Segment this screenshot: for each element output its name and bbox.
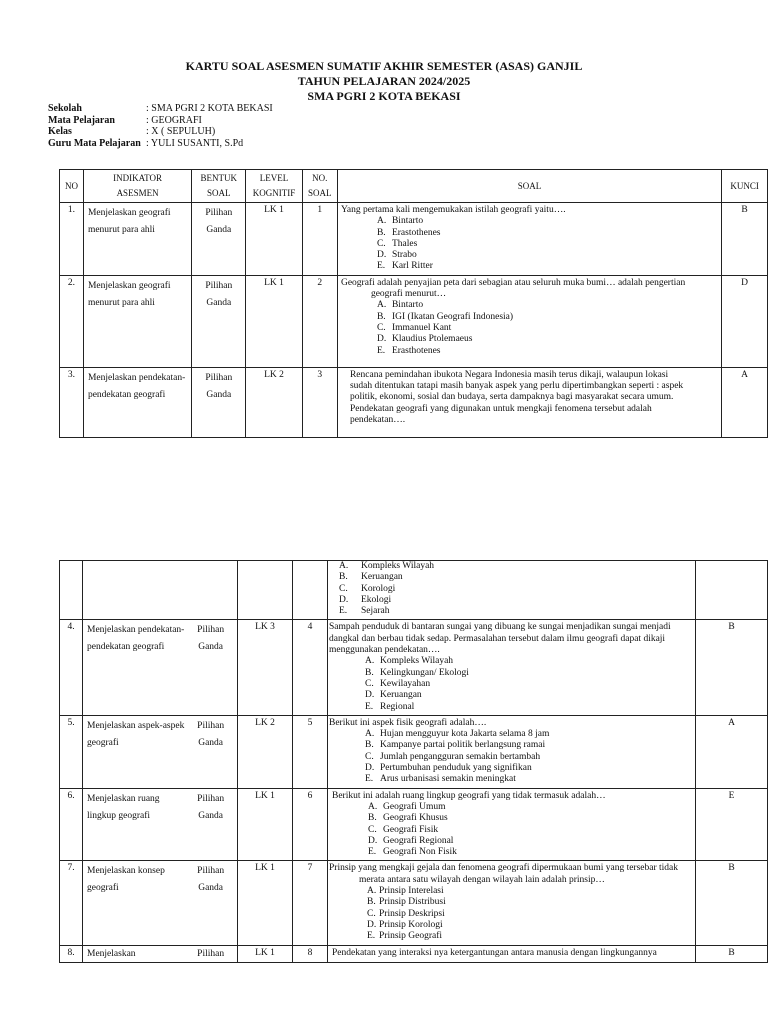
question-text: dangkal dan berbau tidak sedap. Permasalahan tersebut dalam ilmu geografi dapat dikaji bbox=[329, 633, 666, 644]
document-title: KARTU SOAL ASESMEN SUMATIF AKHIR SEMESTER (ASAS) GANJIL bbox=[185, 59, 583, 73]
meta-value: : YULI SUSANTI, S.Pd bbox=[146, 137, 244, 149]
option-e: E. Sejarah bbox=[339, 606, 390, 617]
question-text: geografi menurut… bbox=[370, 289, 447, 300]
row-kunci: B bbox=[696, 945, 768, 962]
row-no: 1. bbox=[60, 203, 84, 276]
meta-mapel bbox=[48, 115, 273, 127]
row-kunci: A bbox=[722, 367, 768, 437]
col-indikator: INDIKATOR ASESMEN bbox=[83, 170, 191, 203]
row-no: 3. bbox=[60, 367, 84, 437]
question-text: politik, ekonomi, sosial dan budaya, serta dampaknya bagi masyarakat secara umum. bbox=[349, 392, 674, 403]
row-no: 2. bbox=[60, 275, 84, 367]
identity-block bbox=[48, 103, 273, 149]
options-list bbox=[341, 300, 718, 356]
option-e: E. Geografi Non Fisik bbox=[368, 847, 457, 858]
table-header-row bbox=[60, 170, 768, 203]
question-text: Berikut ini aspek fisik geografi adalah…. bbox=[329, 717, 487, 728]
row-level: LK 3 bbox=[238, 620, 293, 715]
option-d: D. Ekologi bbox=[339, 594, 392, 605]
row-soal bbox=[337, 275, 721, 367]
row-kunci: A bbox=[696, 715, 768, 788]
option-a: A. Hujan mengguyur kota Jakarta selama 8 jam bbox=[365, 729, 550, 740]
question-text: sudah ditentukan tatapi masih banyak aspek yang perlu dipertimbangkan seperti : aspek bbox=[349, 381, 684, 392]
option-c: C. Kewilayahan bbox=[365, 678, 431, 689]
options-list bbox=[341, 216, 718, 272]
option-c: C. Geografi Fisik bbox=[368, 824, 439, 835]
question-card-table-continued bbox=[59, 560, 768, 963]
row-kunci bbox=[696, 561, 768, 620]
row-kunci: D bbox=[722, 275, 768, 367]
option-b: B. Kelingkungan/ Ekologi bbox=[365, 667, 469, 678]
question-text: Rencana pemindahan ibukota Negara Indonesia masih terus dikaji, walaupun lokasi bbox=[349, 369, 669, 380]
meta-label: Guru Mata Pelajaran bbox=[48, 137, 141, 149]
row-indikator: Menjelaskan ruang lingkup geografi Pilihan Ganda bbox=[83, 788, 238, 861]
question-text: Berikut ini adalah ruang lingkup geografi yang tidak termasuk adalah… bbox=[332, 790, 606, 801]
question-text: Pendekatan yang interaksi nya ketergantungan antara manusia dengan lingkungannya bbox=[332, 947, 657, 958]
option-b: B. Keruangan bbox=[339, 572, 403, 583]
meta-label: Kelas bbox=[48, 126, 72, 137]
options-list bbox=[331, 561, 692, 617]
option-c: C. Thales bbox=[376, 238, 418, 249]
row-indikator: Menjelaskan Pilihan bbox=[83, 945, 238, 962]
row-bentuk: Pilihan Ganda bbox=[192, 203, 246, 276]
row-no: 4. bbox=[60, 620, 83, 715]
row-level: LK 1 bbox=[238, 788, 293, 861]
option-b: B. Kampanye partai politik berlangsung ramai bbox=[365, 740, 546, 751]
option-d: D. Keruangan bbox=[365, 690, 422, 701]
meta-guru bbox=[48, 138, 273, 150]
question-text: Prinsip yang mengkaji gejala dan fenomena geografi dipermukaan bumi yang tersebar tidak bbox=[329, 863, 679, 874]
row-indikator: Menjelaskan geografi menurut para ahli bbox=[83, 203, 191, 276]
table-row bbox=[60, 275, 768, 367]
col-nosoal: NO. SOAL bbox=[302, 170, 337, 203]
row-kunci: B bbox=[722, 203, 768, 276]
option-b: B. Prinsip Distribusi bbox=[367, 897, 446, 908]
question-text: menggunakan pendekatan…. bbox=[329, 645, 440, 656]
options-list bbox=[329, 656, 692, 712]
row-level: LK 2 bbox=[246, 367, 302, 437]
row-kunci: B bbox=[696, 620, 768, 715]
table-row bbox=[60, 367, 768, 437]
row-nosoal bbox=[293, 561, 328, 620]
option-b: B. Geografi Khusus bbox=[368, 813, 448, 824]
option-a: A. Kompleks Wilayah bbox=[339, 561, 435, 571]
row-soal bbox=[328, 788, 696, 861]
question-text: pendekatan…. bbox=[349, 414, 406, 425]
table-row bbox=[60, 715, 768, 788]
row-no: 6. bbox=[60, 788, 83, 861]
col-kunci: KUNCI bbox=[722, 170, 768, 203]
row-bentuk: Pilihan Ganda bbox=[192, 367, 246, 437]
question-card-table bbox=[59, 169, 768, 438]
question-text: Yang pertama kali mengemukakan istilah geografi yaitu…. bbox=[340, 205, 566, 215]
row-indikator: Menjelaskan konsep geografi Pilihan Ganda bbox=[83, 861, 238, 945]
row-nosoal: 1 bbox=[302, 203, 337, 276]
table-row bbox=[60, 203, 768, 276]
option-a: A. Kompleks Wilayah bbox=[365, 656, 454, 667]
option-b: B. IGI (Ikatan Geografi Indonesia) bbox=[376, 311, 514, 322]
question-text: Geografi adalah penyajian peta dari sebagian atau seluruh muka bumi… adalah pengertian bbox=[340, 277, 686, 288]
meta-value: : SMA PGRI 2 KOTA BEKASI bbox=[146, 103, 273, 114]
row-level bbox=[238, 561, 293, 620]
row-bentuk: Pilihan Ganda bbox=[192, 275, 246, 367]
question-text: Pendekatan geografi yang digunakan untuk mengkaji fenomena tersebut adalah bbox=[349, 403, 652, 414]
row-level: LK 1 bbox=[238, 861, 293, 945]
row-nosoal: 7 bbox=[293, 861, 328, 945]
question-text: Sampah penduduk di bantaran sungai yang dibuang ke sungai menjadikan sungai menjadi bbox=[329, 622, 671, 633]
option-a: A. Prinsip Interelasi bbox=[367, 886, 444, 897]
option-a: A. Bintarto bbox=[376, 300, 424, 311]
meta-kelas bbox=[48, 126, 273, 138]
option-c: C. Prinsip Deskripsi bbox=[367, 908, 445, 919]
row-level: LK 1 bbox=[246, 275, 302, 367]
school-title: SMA PGRI 2 KOTA BEKASI bbox=[307, 89, 461, 103]
meta-sekolah bbox=[48, 103, 273, 115]
row-nosoal: 6 bbox=[293, 788, 328, 861]
row-nosoal: 8 bbox=[293, 945, 328, 962]
option-d: D. Geografi Regional bbox=[368, 835, 454, 846]
row-soal bbox=[328, 561, 696, 620]
col-level: LEVEL KOGNITIF bbox=[246, 170, 302, 203]
meta-label: Sekolah bbox=[48, 103, 82, 114]
question-text: merata antara satu wilayah dengan wilayah lain adalah prinsip… bbox=[359, 874, 605, 885]
table-row bbox=[60, 861, 768, 945]
row-nosoal: 2 bbox=[302, 275, 337, 367]
row-no: 7. bbox=[60, 861, 83, 945]
row-soal bbox=[337, 203, 721, 276]
option-b: B. Erastothenes bbox=[376, 227, 441, 238]
row-kunci: B bbox=[696, 861, 768, 945]
meta-value: : GEOGRAFI bbox=[146, 114, 202, 126]
row-indikator: Menjelaskan aspek-aspek geografi Pilihan Ganda bbox=[83, 715, 238, 788]
option-c: C. Korologi bbox=[339, 583, 396, 594]
meta-value: : X ( SEPULUH) bbox=[146, 126, 216, 137]
row-soal bbox=[328, 861, 696, 945]
table-row bbox=[60, 620, 768, 715]
table-row bbox=[60, 945, 768, 962]
options-list bbox=[332, 802, 692, 858]
col-bentuk: BENTUK SOAL bbox=[192, 170, 246, 203]
row-indikator: Menjelaskan pendekatan-pendekatan geografi bbox=[83, 367, 191, 437]
row-nosoal: 4 bbox=[293, 620, 328, 715]
row-level: LK 1 bbox=[246, 203, 302, 276]
table-row bbox=[60, 561, 768, 620]
options-list bbox=[329, 886, 692, 942]
option-a: A. Geografi Umum bbox=[368, 801, 446, 812]
row-soal bbox=[337, 367, 721, 437]
option-d: D. Prinsip Korologi bbox=[367, 919, 443, 930]
option-e: E. Arus urbanisasi semakin meningkat bbox=[365, 774, 516, 785]
table-row bbox=[60, 788, 768, 861]
row-no bbox=[60, 561, 83, 620]
row-nosoal: 5 bbox=[293, 715, 328, 788]
row-indikator: Menjelaskan pendekatan-pendekatan geografi Pilihan Ganda bbox=[83, 620, 238, 715]
option-c: C. Jumlah pengangguran semakin bertambah bbox=[365, 751, 541, 762]
row-level: LK 2 bbox=[238, 715, 293, 788]
meta-label: Mata Pelajaran bbox=[48, 114, 115, 126]
option-c: C. Immanuel Kant bbox=[376, 322, 452, 333]
options-list bbox=[329, 729, 692, 785]
option-d: D. Pertumbuhan penduduk yang signifikan bbox=[365, 763, 532, 774]
row-soal bbox=[328, 945, 696, 962]
row-indikator bbox=[83, 561, 238, 620]
row-level: LK 1 bbox=[238, 945, 293, 962]
row-soal bbox=[328, 620, 696, 715]
row-indikator: Menjelaskan geografi menurut para ahli bbox=[83, 275, 191, 367]
row-no: 8. bbox=[60, 945, 83, 962]
row-no: 5. bbox=[60, 715, 83, 788]
row-nosoal: 3 bbox=[302, 367, 337, 437]
option-e: E. Erasthotenes bbox=[376, 345, 441, 356]
academic-year-title: TAHUN PELAJARAN 2024/2025 bbox=[297, 74, 471, 88]
option-d: D. Strabo bbox=[376, 250, 417, 261]
row-soal bbox=[328, 715, 696, 788]
option-d: D. Klaudius Ptolemaeus bbox=[376, 334, 473, 345]
option-a: A. Bintarto bbox=[376, 216, 424, 227]
col-no: NO bbox=[60, 170, 84, 203]
option-e: E. Prinsip Geografi bbox=[367, 931, 443, 942]
col-soal: SOAL bbox=[337, 170, 721, 203]
row-kunci: E bbox=[696, 788, 768, 861]
option-e: E. Regional bbox=[365, 701, 415, 712]
option-e: E. Karl Ritter bbox=[376, 261, 433, 272]
